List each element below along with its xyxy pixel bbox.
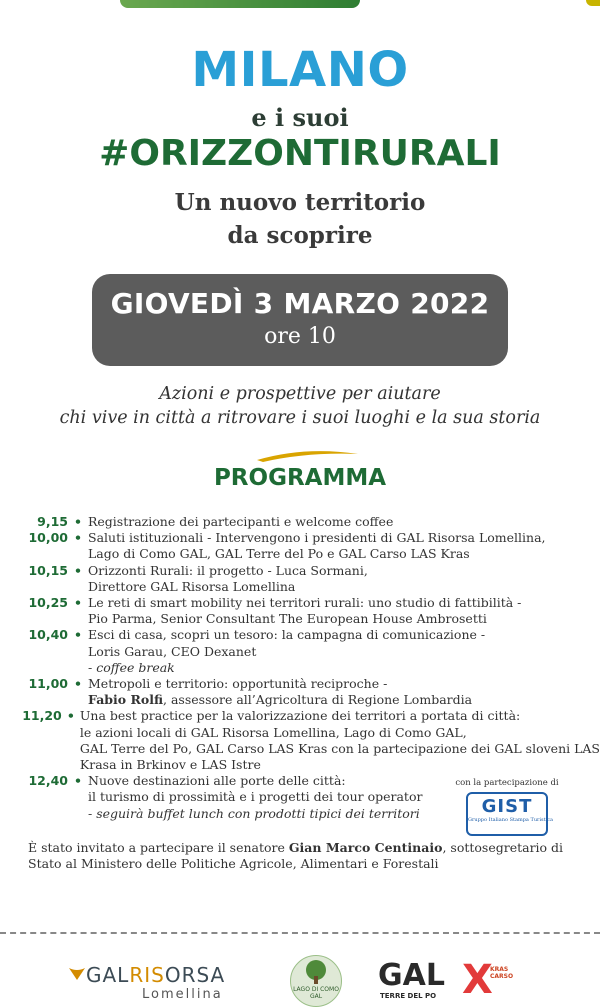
kras-mark: X: [462, 957, 493, 1003]
leaf-icon: [68, 966, 86, 982]
bullet-icon: •: [74, 595, 82, 611]
top-decoration: [120, 0, 360, 8]
tagline-line-2: da scoprire: [227, 222, 373, 249]
corner-decoration: [586, 0, 600, 6]
program-item-time: 11,00: [28, 676, 68, 692]
program-item: [0, 530, 600, 562]
event-time: ore 10: [264, 324, 336, 349]
speaker-name: Fabio Rolfi: [88, 692, 164, 708]
program-item-line: Direttore GAL Risorsa Lomellina: [88, 578, 296, 594]
program-item: [0, 514, 600, 530]
program-item-time: 12,40: [28, 773, 68, 789]
bullet-icon: •: [74, 530, 82, 546]
tagline: [0, 186, 600, 252]
gal-terre-del-po-logo: [378, 958, 445, 1000]
program-item-text: [88, 676, 600, 708]
galrisorsa-orsa: ORSA: [164, 963, 226, 987]
title-hashtag: #ORIZZONTIRURALI: [99, 133, 501, 174]
gist-logo: [466, 792, 553, 836]
program-item-line: le azioni locali di GAL Risorsa Lomellina, Lago di Como GAL,: [79, 724, 467, 740]
program-item-line: Registrazione dei partecipanti e welcome coffee: [88, 514, 394, 529]
lago-di-como-text: LAGO DI COMO GAL: [293, 986, 339, 1000]
galrisorsa-logo: [68, 963, 225, 1002]
galrisorsa-gal: GAL: [86, 963, 130, 987]
gal-terre-main: GAL: [378, 958, 445, 993]
program-item-text: [88, 627, 600, 676]
program-item-line: il turismo di prossimità e i progetti dei tour operator: [88, 789, 423, 805]
galrisorsa-ris: RIS: [129, 963, 165, 987]
speaker-role: , assessore all’Agricoltura di Regione Lombardia: [163, 692, 473, 708]
subtitle-line-2: chi vive in città a ritrovare i suoi luoghi e la sua storia: [59, 408, 541, 428]
bullet-icon: •: [74, 676, 82, 692]
program-item-line: Loris Garau, CEO Dexanet: [88, 643, 257, 659]
program-item: [0, 627, 600, 676]
program-item-line: GAL Terre del Po, GAL Carso LAS Kras con la partecipazione dei GAL sloveni LAS: [79, 740, 600, 756]
program-item: [0, 676, 600, 708]
invitation-name: Gian Marco Centinaio: [288, 840, 443, 855]
program-item-time: 10,00: [28, 530, 68, 546]
gal-carso-kras-logo: [462, 957, 532, 1003]
program-item-time: 10,25: [28, 595, 68, 611]
event-date-box: [92, 274, 508, 366]
program-item-line: Nuove destinazioni alle porte delle città:: [88, 773, 346, 789]
invitation-suffix: , sottosegretario di Stato al Ministero delle Politiche Agricole, Alimentari e Forestali: [28, 840, 564, 871]
bullet-icon: •: [74, 627, 82, 643]
program-item: [0, 595, 600, 627]
program-item-text: [88, 514, 600, 530]
program-item-line: Krasa in Brkinov e LAS Istre: [79, 757, 261, 773]
program-item-text: [88, 595, 600, 627]
gist-label: con la partecipazione di: [455, 778, 559, 788]
event-subtitle: [40, 382, 560, 430]
tagline-line-1: Un nuovo territorio: [174, 189, 426, 216]
program-item-note: - coffee break: [88, 659, 175, 675]
program-item-text: [80, 708, 600, 773]
gist-subtext: Gruppo Italiano Stampa Turistica: [468, 817, 553, 823]
bullet-icon: •: [74, 514, 82, 529]
footer-divider: [0, 932, 600, 934]
program-item-line: Lago di Como GAL, GAL Terre del Po e GAL Carso LAS Kras: [88, 546, 470, 562]
program-item: [0, 708, 600, 773]
event-date: GIOVEDÌ 3 MARZO 2022: [110, 287, 490, 320]
program-item-speaker: [88, 692, 600, 708]
tree-icon: [291, 956, 341, 986]
program-item-line: Orizzonti Rurali: il progetto - Luca Sormani,: [88, 562, 368, 578]
program-item-text: [88, 530, 600, 562]
galrisorsa-sub: Lomellina: [142, 987, 223, 1002]
program-item-text: [88, 563, 600, 595]
program-item-line: Saluti istituzionali - Intervengono i presidenti di GAL Risorsa Lomellina,: [88, 530, 546, 546]
program-title: PROGRAMMA: [213, 465, 387, 491]
invitation-text: [28, 840, 578, 872]
program-item-time: 10,15: [28, 562, 68, 578]
program-item-line: Esci di casa, scopri un tesoro: la campagna di comunicazione -: [88, 627, 486, 643]
kras-text: KRAS CARSO: [490, 966, 514, 980]
bullet-icon: •: [66, 708, 75, 724]
invitation-prefix: È stato invitato a partecipare il senatore: [28, 840, 289, 855]
program-item-time: 9,15: [37, 514, 68, 529]
gist-logo-block: [452, 778, 562, 836]
bullet-icon: •: [74, 773, 82, 789]
subtitle-line-1: Azioni e prospettive per aiutare: [159, 384, 441, 404]
lago-di-como-logo: [290, 955, 342, 1007]
program-item-time: 11,20: [22, 708, 62, 724]
title-connector: e i suoi: [251, 103, 349, 132]
bullet-icon: •: [74, 562, 82, 578]
program-item-line: Le reti di smart mobility nei territori rurali: uno studio di fattibilità -: [88, 595, 522, 611]
program-item-time: 10,40: [28, 627, 68, 643]
gist-name: GIST: [481, 796, 533, 817]
program-item-line: Metropoli e territorio: opportunità reciproche -: [88, 676, 388, 692]
program-item-note: - seguirà buffet lunch con prodotti tipici dei territori: [88, 805, 420, 821]
gal-terre-sub: TERRE DEL PO: [380, 992, 437, 1000]
title-city: MILANO: [191, 42, 409, 98]
program-item: [0, 563, 600, 595]
program-list: [0, 514, 600, 822]
program-item-line: Una best practice per la valorizzazione dei territori a portata di città:: [79, 708, 521, 724]
program-item-line: Pio Parma, Senior Consultant The European House Ambrosetti: [88, 611, 487, 627]
swoosh-decoration: [255, 448, 360, 464]
